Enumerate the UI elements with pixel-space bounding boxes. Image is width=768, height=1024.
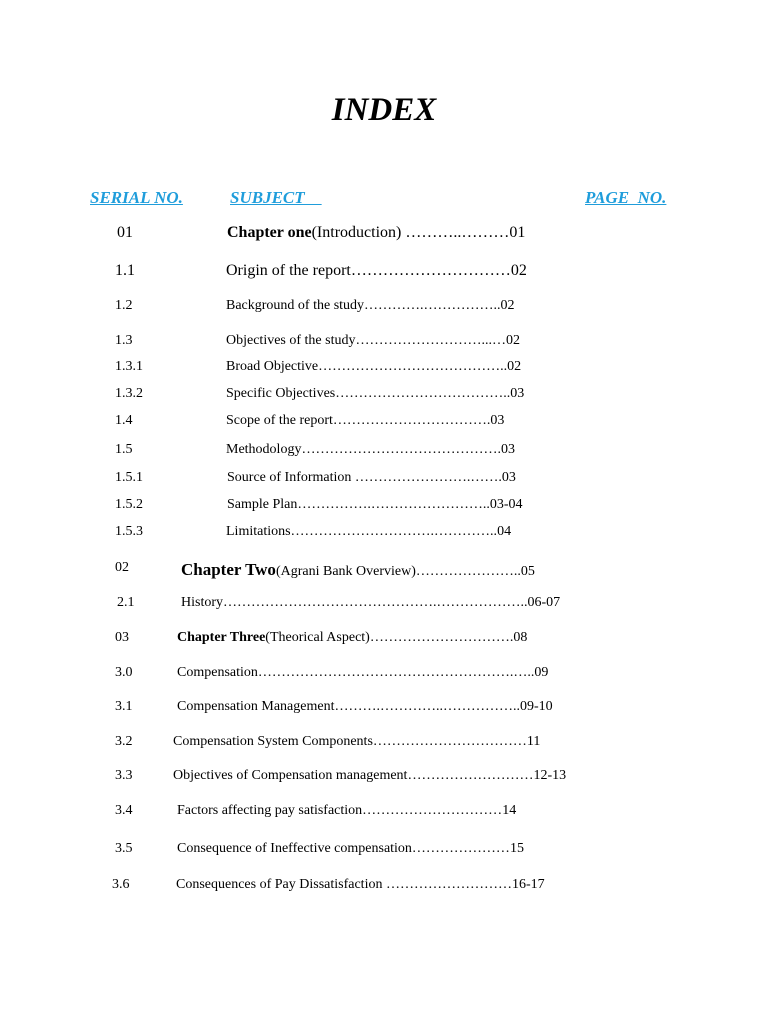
index-row (0, 768, 768, 792)
subject-text: Compensation System Components…………………………… (173, 734, 527, 749)
chapter-heading: Chapter Three (177, 630, 266, 645)
index-row (0, 386, 768, 410)
subject-entry (181, 595, 560, 611)
page-number: 01 (509, 224, 526, 241)
page-number: 02 (500, 298, 515, 313)
serial-number: 3.3 (115, 768, 133, 783)
subject-entry (227, 497, 523, 513)
index-row (0, 359, 768, 383)
subject-text: Factors affecting pay satisfaction………………………… (177, 803, 503, 818)
subject-text: Objectives of Compensation management……………………… (173, 768, 534, 783)
index-row (0, 699, 768, 723)
subject-entry (226, 524, 511, 540)
index-row (0, 497, 768, 521)
subject-text: Background of the study………….…………….. (226, 298, 501, 313)
subject-entry (173, 734, 540, 750)
page-number: 14 (502, 803, 517, 818)
index-row (0, 413, 768, 437)
subject-entry (177, 803, 516, 819)
subject-text: Origin of the report………………………… (226, 262, 511, 279)
serial-number: 3.0 (115, 665, 133, 680)
serial-number: 1.3.1 (115, 359, 143, 374)
index-row (0, 262, 768, 286)
index-title: INDEX (331, 92, 437, 128)
index-row (0, 803, 768, 827)
subject-entry (177, 630, 527, 646)
serial-number: 1.4 (115, 413, 133, 428)
index-row (0, 877, 768, 901)
subject-text: Compensation……………………………………………….….. (177, 665, 535, 680)
page-number: 09-10 (519, 699, 553, 714)
subject-entry (226, 359, 521, 375)
subject-entry (176, 877, 545, 893)
subject-entry (226, 442, 515, 458)
subject-text: Methodology……………………………………. (226, 442, 501, 457)
subject-entry (226, 413, 504, 429)
subject-text: (Introduction) ………..……… (311, 224, 510, 241)
page-number: 08 (513, 630, 528, 645)
page-number: 05 (520, 564, 535, 579)
subject-text: Consequence of Ineffective compensation………………… (177, 841, 510, 856)
serial-number: 02 (115, 560, 129, 575)
serial-number: 1.5.2 (115, 497, 143, 512)
subject-text: History……………………………………….……………….. (181, 595, 528, 610)
subject-header: SUBJECT (230, 188, 322, 207)
index-row (0, 524, 768, 548)
page-number: 09 (534, 665, 549, 680)
subject-text: (Agrani Bank Overview)………………….. (275, 564, 521, 579)
page-number: 06-07 (527, 595, 561, 610)
serial-number: 3.4 (115, 803, 133, 818)
subject-entry (177, 841, 524, 857)
page-number: 03-04 (489, 497, 523, 512)
page-number: 03 (500, 442, 515, 457)
subject-entry (227, 470, 516, 486)
index-row (0, 298, 768, 322)
subject-entry (227, 224, 525, 242)
serial-number: 3.2 (115, 734, 133, 749)
serial-number: 03 (115, 630, 129, 645)
chapter-heading: Chapter Two (181, 560, 276, 579)
serial-number: 01 (117, 224, 133, 241)
page-number: 02 (510, 262, 527, 279)
subject-entry (226, 386, 524, 402)
serial-number: 2.1 (117, 595, 135, 610)
serial-number: 1.2 (115, 298, 133, 313)
subject-text: Consequences of Pay Dissatisfaction ……………………… (176, 877, 512, 892)
serial-number: 1.1 (115, 262, 135, 279)
subject-entry (173, 768, 566, 784)
chapter-heading: Chapter one (227, 224, 312, 241)
page-number: 04 (497, 524, 512, 539)
index-row (0, 630, 768, 654)
index-row (0, 224, 768, 248)
index-row (0, 734, 768, 758)
subject-entry (177, 665, 548, 681)
serial-number: 1.5.1 (115, 470, 143, 485)
index-row (0, 333, 768, 357)
page-number: 02 (505, 333, 520, 348)
page-number: 12-13 (533, 768, 567, 783)
page-number: 03 (501, 470, 516, 485)
subject-entry (177, 699, 553, 715)
index-row (0, 665, 768, 689)
index-row (0, 442, 768, 466)
subject-text: Limitations………………………….………….. (226, 524, 498, 539)
page-number: 16-17 (511, 877, 545, 892)
index-row (0, 841, 768, 865)
page-number: 02 (507, 359, 522, 374)
index-row (0, 560, 768, 584)
serial-number: 1.3 (115, 333, 133, 348)
page-no-header: PAGE NO. (585, 188, 667, 207)
serial-number: 1.3.2 (115, 386, 143, 401)
subject-entry (181, 560, 535, 580)
page-number: 11 (526, 734, 541, 749)
serial-number: 1.5 (115, 442, 133, 457)
subject-text: Source of Information …………………….……. (227, 470, 502, 485)
serial-number: 3.6 (112, 877, 130, 892)
subject-text: Broad Objective………………………………….. (226, 359, 508, 374)
subject-text: Scope of the report……………………………. (226, 413, 491, 428)
index-row (0, 595, 768, 619)
subject-entry (226, 298, 515, 314)
subject-text: Specific Objectives……………………………….. (226, 386, 511, 401)
page-number: 15 (509, 841, 524, 856)
subject-entry (226, 333, 520, 349)
index-row (0, 470, 768, 494)
serial-no-header: SERIAL NO. (90, 188, 183, 207)
subject-entry (226, 262, 527, 280)
serial-number: 3.1 (115, 699, 133, 714)
page-number: 03 (490, 413, 505, 428)
subject-text: (Theorical Aspect)…………………………. (265, 630, 514, 645)
serial-number: 1.5.3 (115, 524, 143, 539)
subject-text: Compensation Management……….…………..…………….. (177, 699, 520, 714)
subject-text: Sample Plan…………….…………………….. (227, 497, 490, 512)
serial-number: 3.5 (115, 841, 133, 856)
subject-text: Objectives of the study………………………...… (226, 333, 506, 348)
page-number: 03 (510, 386, 525, 401)
